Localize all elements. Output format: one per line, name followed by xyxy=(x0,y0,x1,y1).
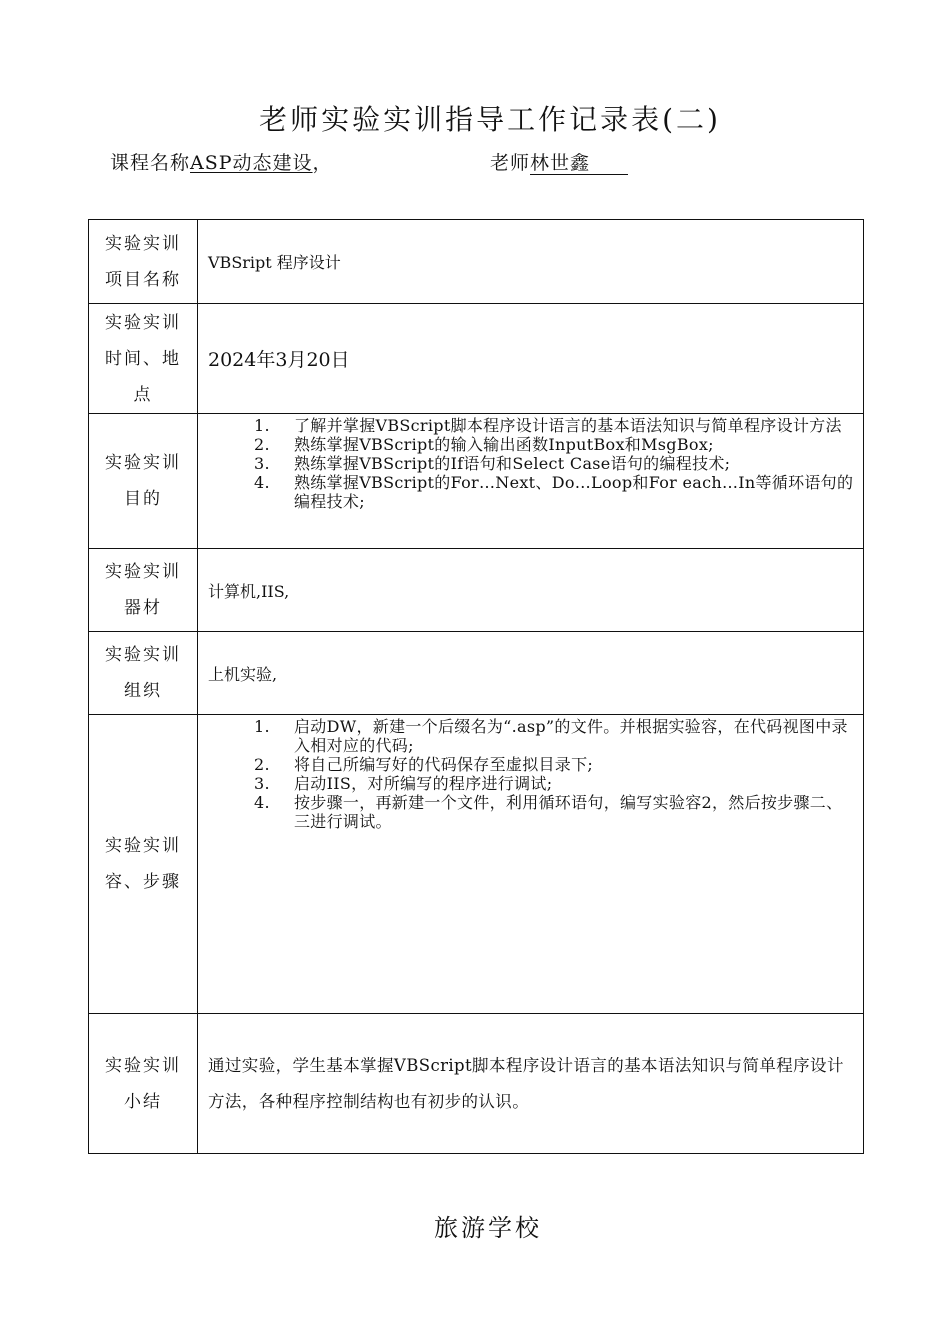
item-number: 2. xyxy=(254,755,270,774)
label-cell xyxy=(89,632,198,715)
time-cell xyxy=(198,304,864,414)
date-value: 2024年3月20日 xyxy=(208,349,350,371)
steps-cell xyxy=(198,715,864,1014)
record-table xyxy=(88,219,864,1154)
table-row-summary xyxy=(89,1014,864,1154)
summary-cell xyxy=(198,1014,864,1154)
item-number: 3. xyxy=(254,774,270,793)
teacher-name: 林世鑫 xyxy=(530,152,628,175)
label-cell xyxy=(89,220,198,304)
organization-label: 实验实训组织 xyxy=(105,645,181,701)
list-item xyxy=(208,774,855,793)
teacher-label: 老师 xyxy=(490,152,531,174)
item-number: 2. xyxy=(254,435,270,454)
table-row-purpose xyxy=(89,414,864,549)
school-name: 旅游学校 xyxy=(434,1214,542,1242)
steps-label: 实验实训容、步骤 xyxy=(105,836,181,892)
project-name: VBSript 程序设计 xyxy=(208,253,341,272)
list-item xyxy=(208,755,855,774)
time-label: 实验实训时间、地点 xyxy=(105,312,181,405)
label-cell xyxy=(89,414,198,549)
page-title: 老师实验实训指导工作记录表(二) xyxy=(259,103,721,136)
table-row-steps xyxy=(89,715,864,1014)
label-cell xyxy=(89,304,198,414)
label-cell xyxy=(89,715,198,1014)
equipment-value: 计算机,IIS, xyxy=(208,581,290,601)
item-number: 4. xyxy=(254,793,270,812)
purpose-list xyxy=(208,416,855,511)
label-cell xyxy=(89,549,198,632)
project-name-cell xyxy=(198,220,864,304)
table-row-organization xyxy=(89,632,864,715)
table-row-project xyxy=(89,220,864,304)
list-item xyxy=(208,435,855,454)
list-item xyxy=(208,454,855,473)
summary-label: 实验实训小结 xyxy=(105,1055,181,1112)
list-item xyxy=(208,416,855,435)
list-item xyxy=(208,717,855,755)
item-text: 了解并掌握VBScript脚本程序设计语言的基本语法知识与简单程序设计方法 xyxy=(294,416,842,435)
teacher-line xyxy=(490,148,628,175)
item-text: 将自己所编写好的代码保存至虚拟目录下; xyxy=(294,755,594,774)
purpose-cell xyxy=(198,414,864,549)
item-text: 按步骤一，再新建一个文件，利用循环语句，编写实验容2，然后按步骤二、三进行调试。 xyxy=(294,793,843,831)
list-item xyxy=(208,793,855,831)
equipment-label: 实验实训器材 xyxy=(105,562,181,618)
item-number: 4. xyxy=(254,473,270,492)
list-item xyxy=(208,473,855,511)
project-label: 实验实训项目名称 xyxy=(105,233,181,290)
organization-cell xyxy=(198,632,864,715)
table-row-equipment xyxy=(89,549,864,632)
summary-text: 通过实验，学生基本掌握VBScript脚本程序设计语言的基本语法知识与简单程序设计方法，各种程序控制结构也有初步的认识。 xyxy=(208,1055,844,1111)
organization-value: 上机实验, xyxy=(208,664,278,684)
item-text: 熟练掌握VBScript的If语句和Select Case语句的编程技术; xyxy=(294,454,731,473)
course-suffix: ， xyxy=(312,152,333,174)
equipment-cell xyxy=(198,549,864,632)
item-number: 1. xyxy=(254,717,270,736)
steps-list xyxy=(208,717,855,831)
item-text: 熟练掌握VBScript的For…Next、Do…Loop和For each…In等循环语句的编程技术; xyxy=(294,473,854,511)
course-label: 课程名称 xyxy=(110,152,191,174)
course-name: ASP动态建设 xyxy=(190,152,313,174)
purpose-label: 实验实训目的 xyxy=(105,453,181,509)
item-text: 启动IIS，对所编写的程序进行调试; xyxy=(294,774,553,793)
item-text: 启动DW，新建一个后缀名为“.asp”的文件。并根据实验容，在代码视图中录入相对应的代码; xyxy=(294,717,848,755)
item-number: 1. xyxy=(254,416,270,435)
label-cell xyxy=(89,1014,198,1154)
item-text: 熟练掌握VBScript的输入输出函数InputBox和MsgBox; xyxy=(294,435,714,454)
course-line xyxy=(110,148,333,175)
item-number: 3. xyxy=(254,454,270,473)
table-row-time xyxy=(89,304,864,414)
